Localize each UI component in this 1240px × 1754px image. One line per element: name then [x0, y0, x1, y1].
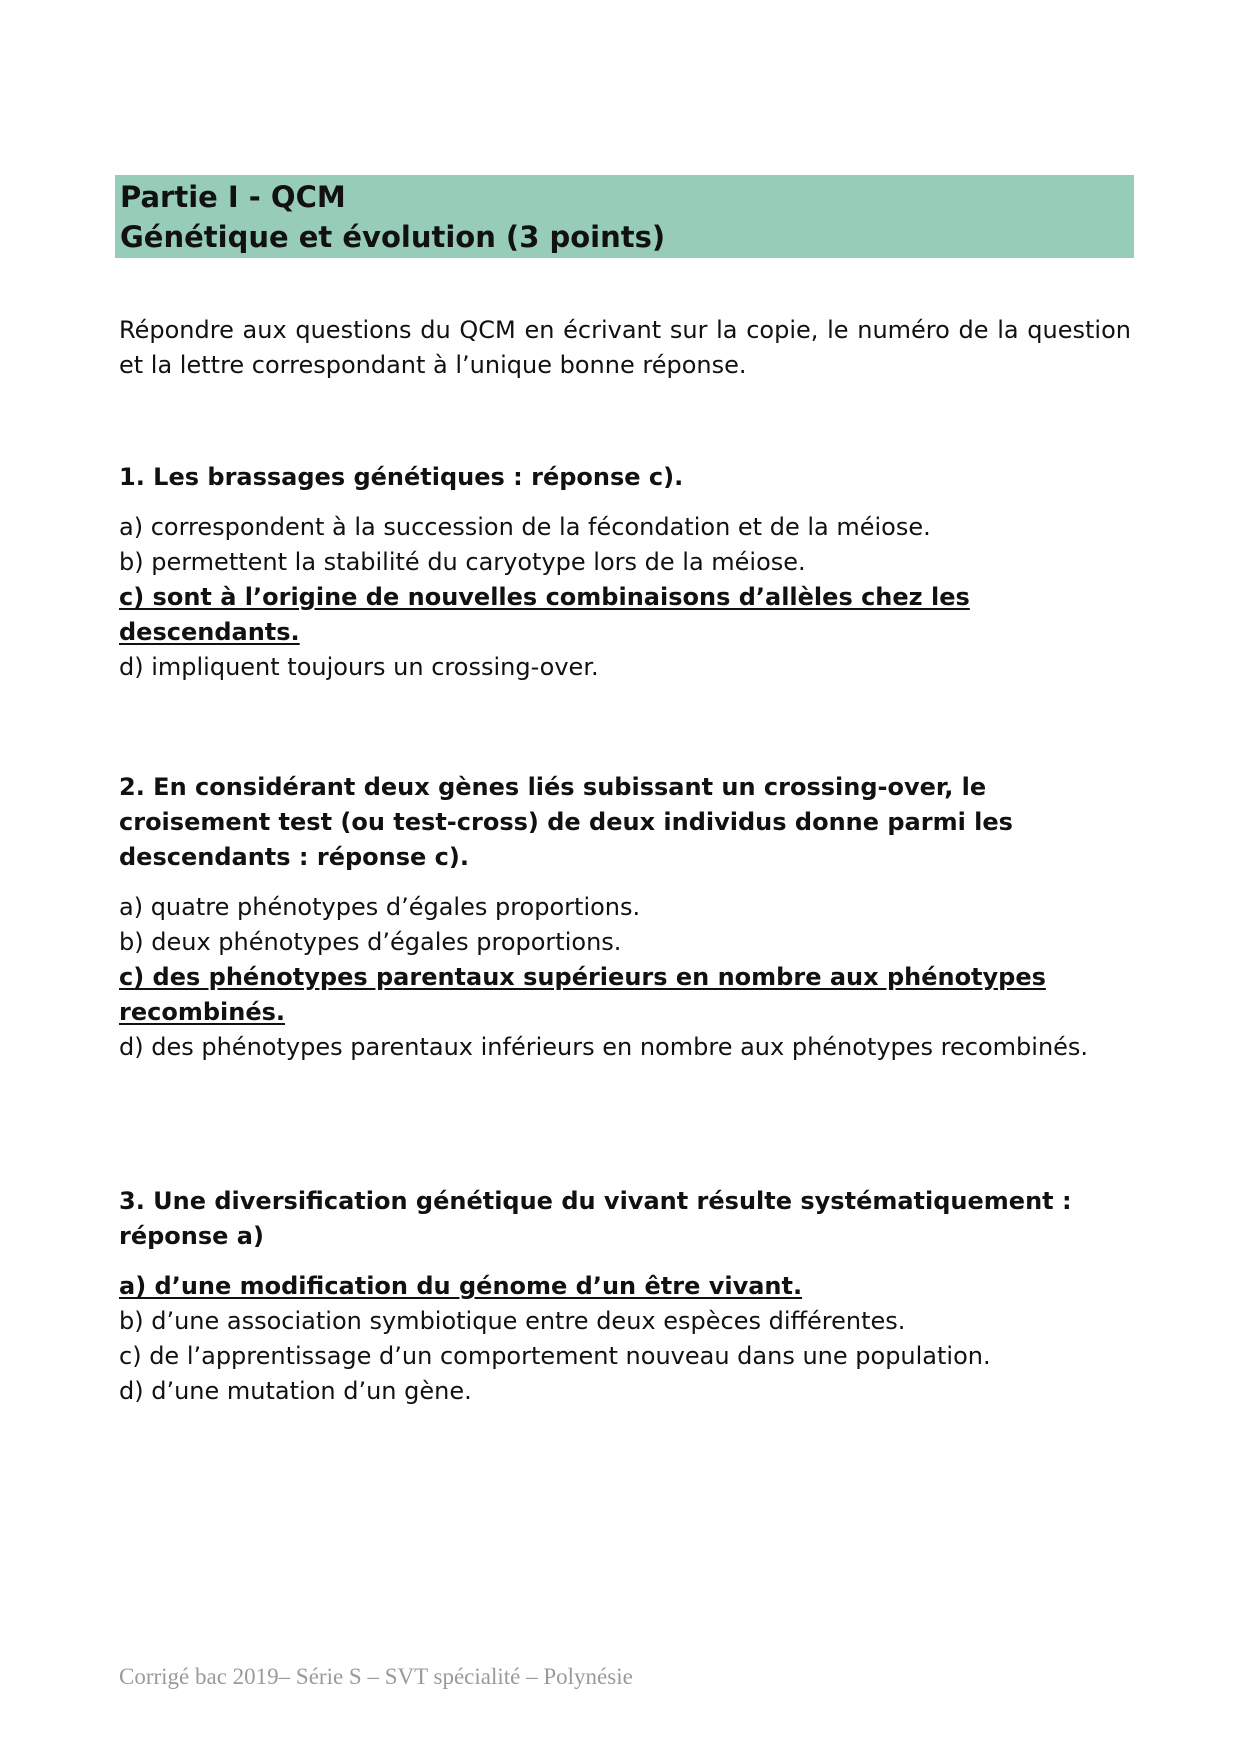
section-subtitle: Génétique et évolution (3 points): [120, 220, 666, 254]
page-footer: Corrigé bac 2019– Série S – SVT spécialité – Polynésie: [119, 1664, 633, 1689]
option-d: d) impliquent toujours un crossing-over.: [119, 653, 599, 681]
question-2: [119, 770, 1119, 1065]
option-c-correct: c) sont à l’origine de nouvelles combinaisons d’allèles chez les descendants.: [119, 583, 970, 646]
question-1: [119, 460, 1119, 685]
question-title: 1. Les brassages génétiques : réponse c).: [119, 463, 684, 491]
section-title: Partie I - QCM: [120, 180, 346, 214]
section-header: [115, 175, 1134, 258]
option-a-correct: a) d’une modification du génome d’un être vivant.: [119, 1272, 803, 1300]
option-d: d) d’une mutation d’un gène.: [119, 1377, 472, 1405]
question-title: 3. Une diversification génétique du vivant résulte systématiquement : réponse a): [119, 1187, 1072, 1250]
option-c: c) de l’apprentissage d’un comportement nouveau dans une population.: [119, 1342, 991, 1370]
question-title: 2. En considérant deux gènes liés subissant un crossing-over, le croisement test (ou test-cross) de deux individus donne parmi les descendants : réponse c).: [119, 773, 1013, 871]
option-a: a) quatre phénotypes d’égales proportions.: [119, 893, 641, 921]
option-a: a) correspondent à la succession de la fécondation et de la méiose.: [119, 513, 931, 541]
option-b: b) deux phénotypes d’égales proportions.: [119, 928, 622, 956]
question-3: [119, 1184, 1119, 1409]
option-b: b) permettent la stabilité du caryotype lors de la méiose.: [119, 548, 806, 576]
option-b: b) d’une association symbiotique entre deux espèces différentes.: [119, 1307, 906, 1335]
option-c-correct: c) des phénotypes parentaux supérieurs en nombre aux phénotypes recombinés.: [119, 963, 1046, 1026]
option-d: d) des phénotypes parentaux inférieurs en nombre aux phénotypes recombinés.: [119, 1033, 1089, 1061]
instructions-paragraph: Répondre aux questions du QCM en écrivant sur la copie, le numéro de la question et la lettre correspondant à l’unique bonne réponse.: [119, 316, 1131, 379]
